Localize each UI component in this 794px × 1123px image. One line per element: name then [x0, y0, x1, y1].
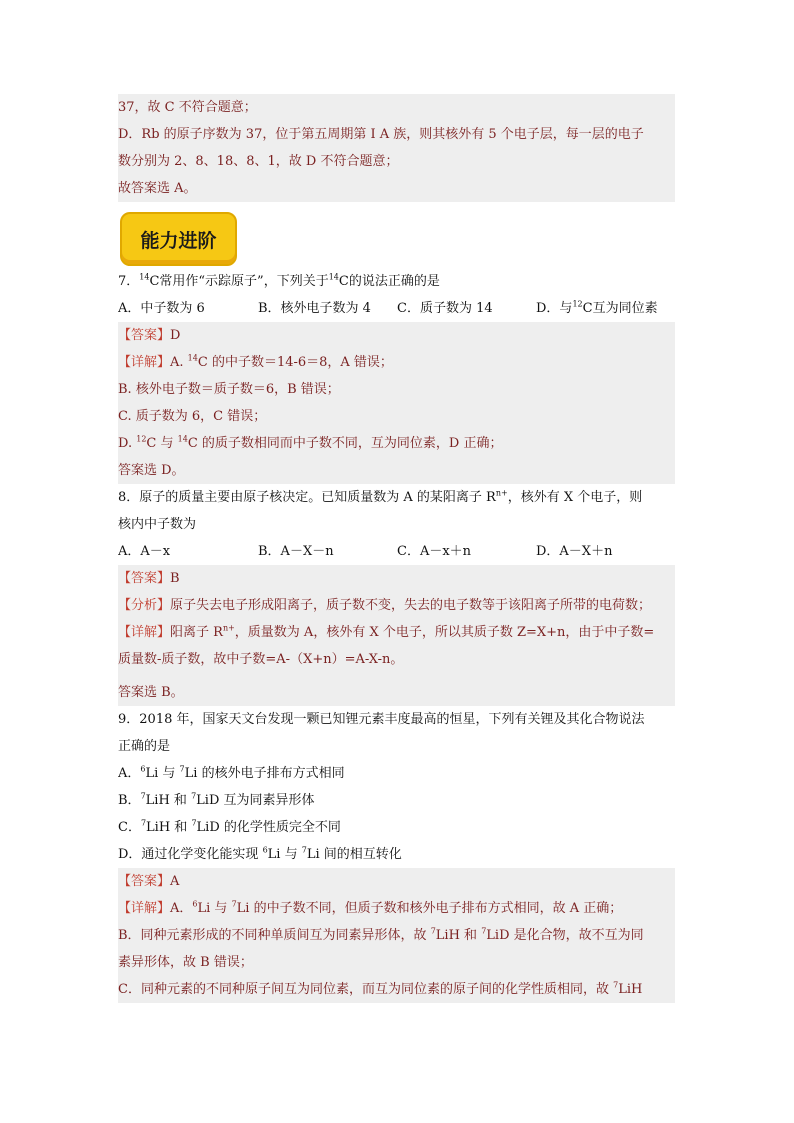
- detail-line: 质量数-质子数，故中子数=A-（X+n）=A-X-n。: [118, 646, 675, 673]
- detail-line: 【详解】A．$^6$Li 与 $^7$Li 的中子数不同，但质子数和核外电子排布方式相同，故 A 正确；: [118, 895, 675, 922]
- option-b: B．核外电子数为 4: [258, 301, 371, 316]
- option-a: A．$^6$Li 与 $^7$Li 的核外电子排布方式相同: [118, 764, 345, 781]
- option-c: C．质子数为 14: [397, 301, 493, 316]
- option-a: A．中子数为 6: [118, 301, 205, 316]
- question-7-options: [118, 295, 675, 322]
- option-c: C．A－x＋n: [397, 544, 472, 559]
- detail-line: C. 质子数为 6，C 错误；: [118, 403, 675, 430]
- detail-line: B. 核外电子数＝质子数＝6，B 错误；: [118, 376, 675, 403]
- prev-solution-line: 故答案选 A。: [118, 175, 675, 202]
- question-8-options: [118, 538, 675, 565]
- conclusion-line: 答案选 D。: [118, 457, 675, 484]
- answer-line: 【答案】D: [118, 322, 675, 349]
- prev-solution-line: D．Rb 的原子序数为 37，位于第五周期第 I A 族，则其核外有 5 个电子层，每一层的电子: [118, 121, 675, 148]
- analysis-line: 【分析】原子失去电子形成阳离子，质子数不变，失去的电子数等于该阳离子所带的电荷数；: [118, 592, 675, 619]
- section-badge: 能力进阶: [120, 212, 237, 266]
- option-c: C．$^7$LiH 和 $^7$LiD 的化学性质完全不同: [118, 818, 341, 835]
- option-d: D．与$^{12}$C互为同位素: [536, 299, 658, 316]
- option-a: A．A－x: [118, 544, 171, 559]
- document-page: [118, 94, 675, 1003]
- question-9-stem: 正确的是: [118, 739, 171, 754]
- detail-line: C．同种元素的不同种原子间互为同位素，而互为同位素的原子间的化学性质相同，故 $^7$LiH: [118, 976, 675, 1003]
- detail-line: D. $^{12}$C 与 $^{14}$C 的质子数相同而中子数不同，互为同位素，D 正确；: [118, 430, 675, 457]
- conclusion-line: 答案选 B。: [118, 679, 675, 706]
- detail-line: B．同种元素形成的不同种单质间互为同素异形体，故 $^7$LiH 和 $^7$LiD 是化合物，故不互为同: [118, 922, 675, 949]
- question-8-stem: 8．原子的质量主要由原子核决定。已知质量数为 A 的某阳离子 $R^{n+}$，核外有 X 个电子，则: [118, 488, 643, 505]
- answer-line: 【答案】B: [118, 565, 675, 592]
- detail-line: 【详解】A. $^{14}$C 的中子数＝14-6＝8，A 错误；: [118, 349, 675, 376]
- detail-line: 【详解】阳离子 $R^{n+}$，质量数为 A，核外有 X 个电子，所以其质子数 Z=X+n，由于中子数=: [118, 619, 675, 646]
- question-9-stem: 9．2018 年，国家天文台发现一颗已知锂元素丰度最高的恒星，下列有关锂及其化合物说法: [118, 712, 645, 727]
- answer-line: 【答案】A: [118, 868, 675, 895]
- question-8-stem: 核内中子数为: [118, 517, 197, 532]
- option-d: D．A－X＋n: [536, 544, 613, 559]
- prev-solution-line: 37，故 C 不符合题意；: [118, 94, 675, 121]
- option-d: D．通过化学变化能实现 $^6$Li 与 $^7$Li 间的相互转化: [118, 845, 402, 862]
- detail-line: 素异形体，故 B 错误；: [118, 949, 675, 976]
- option-b: B．$^7$LiH 和 $^7$LiD 互为同素异形体: [118, 791, 315, 808]
- prev-solution-line: 数分别为 2、8、18、8、1，故 D 不符合题意；: [118, 148, 675, 175]
- option-b: B．A－X－n: [258, 544, 334, 559]
- question-7-stem: 7．$^{14}$C常用作“示踪原子”，下列关于$^{14}$C的说法正确的是: [118, 272, 440, 289]
